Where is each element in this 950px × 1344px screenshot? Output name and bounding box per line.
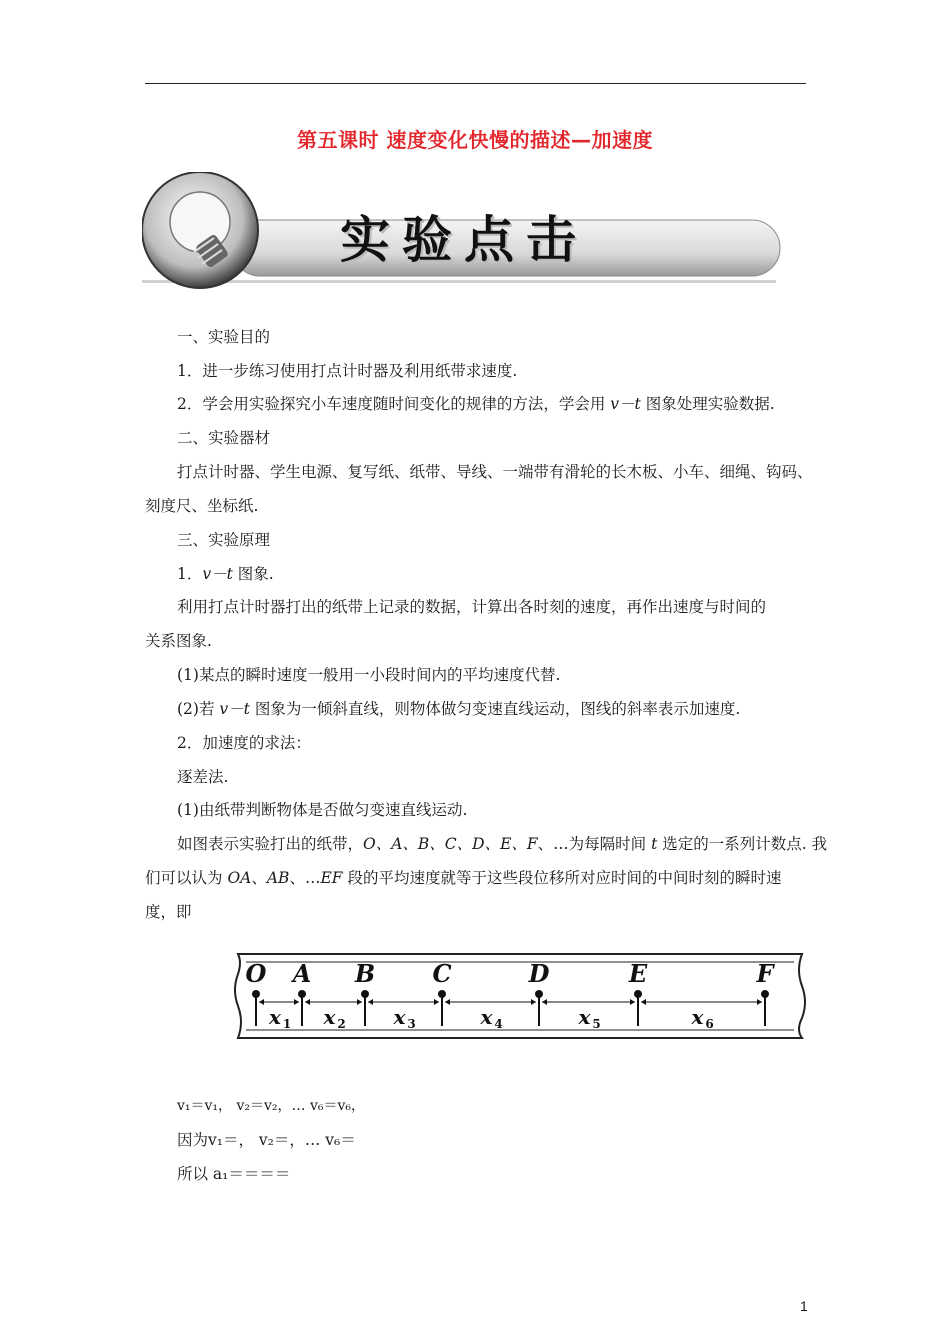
purpose-item-2: 2．学会用实验探究小车速度随时间变化的规律的方法，学会用 v－t 图象处理实验数据. — [177, 395, 775, 413]
principle-item-1: 1．v－t 图象. — [177, 565, 274, 583]
page-number: 1 — [800, 1298, 808, 1314]
principle-note-2: (2)若 v－t 图象为一倾斜直线，则物体做匀变速直线运动，图线的斜率表示加速度. — [177, 700, 741, 718]
formula-velocities: v₁＝v₁， v₂＝v₂，… v₆＝v₆， — [177, 1098, 366, 1114]
point-label-F: F — [756, 959, 774, 988]
principle-note-1: (1)某点的瞬时速度一般用一小段时间内的平均速度代替. — [177, 666, 561, 684]
principle-item-2: 2．加速度的求法： — [177, 734, 311, 752]
segment-label-3: x — [393, 1005, 406, 1029]
tape-description-cont: 们可以认为 OA、AB、…EF 段的平均速度就等于这些段位移所对应时间的中间时刻的瞬时速 — [145, 869, 782, 887]
segment-subscript-3: 3 — [407, 1017, 416, 1031]
segment-subscript-6: 6 — [705, 1017, 714, 1031]
purpose-item-1: 1．进一步练习使用打点计时器及利用纸带求速度. — [177, 362, 518, 380]
page-title: 第五课时 速度变化快慢的描述—加速度 — [297, 128, 653, 152]
segment-subscript-1: 1 — [282, 1017, 292, 1031]
principle-text: 利用打点计时器打出的纸带上记录的数据，计算出各时刻的速度，再作出速度与时间的 — [177, 598, 767, 616]
point-label-E: E — [628, 959, 648, 988]
point-label-O: O — [245, 959, 267, 988]
light-bulb-icon — [142, 172, 258, 288]
point-label-C: C — [432, 959, 452, 988]
heading-principle: 三、实验原理 — [177, 531, 271, 549]
method-step-1: (1)由纸带判断物体是否做匀变速直线运动. — [177, 801, 468, 819]
heading-purpose: 一、实验目的 — [177, 328, 271, 346]
segment-subscript-4: 4 — [494, 1017, 503, 1031]
segment-label-6: x — [691, 1005, 704, 1029]
point-label-D: D — [528, 959, 550, 988]
equipment-text: 打点计时器、学生电源、复写纸、纸带、导线、一端带有滑轮的长木板、小车、细绳、钩码、 — [177, 463, 813, 481]
method-name: 逐差法. — [177, 768, 229, 786]
segment-label-1: x — [269, 1005, 281, 1029]
header-rule — [145, 83, 806, 84]
segment-subscript-2: 2 — [337, 1017, 346, 1031]
segment-label-4: x — [480, 1005, 493, 1029]
segment-subscript-5: 5 — [592, 1017, 601, 1031]
formula-therefore: 所以 a₁＝＝＝＝ — [177, 1165, 291, 1183]
tape-description: 如图表示实验打出的纸带，O、A、B、C、D、E、F、…为每隔时间 t 选定的一系列计数点. 我 — [177, 835, 828, 853]
paper-tape-diagram — [232, 950, 806, 1042]
point-label-B: B — [354, 959, 376, 988]
segment-label-2: x — [323, 1005, 336, 1029]
formula-because: 因为v₁＝， v₂＝，… v₆＝ — [177, 1131, 356, 1149]
equipment-text-cont: 刻度尺、坐标纸. — [145, 497, 259, 515]
tape-outline — [235, 954, 805, 1038]
principle-text-cont: 关系图象. — [145, 632, 212, 650]
segment-label-5: x — [578, 1005, 591, 1029]
tape-description-end: 度，即 — [145, 903, 192, 921]
point-label-A: A — [292, 959, 312, 988]
banner-label: 实验点击 — [340, 211, 588, 269]
heading-equipment: 二、实验器材 — [177, 429, 271, 447]
